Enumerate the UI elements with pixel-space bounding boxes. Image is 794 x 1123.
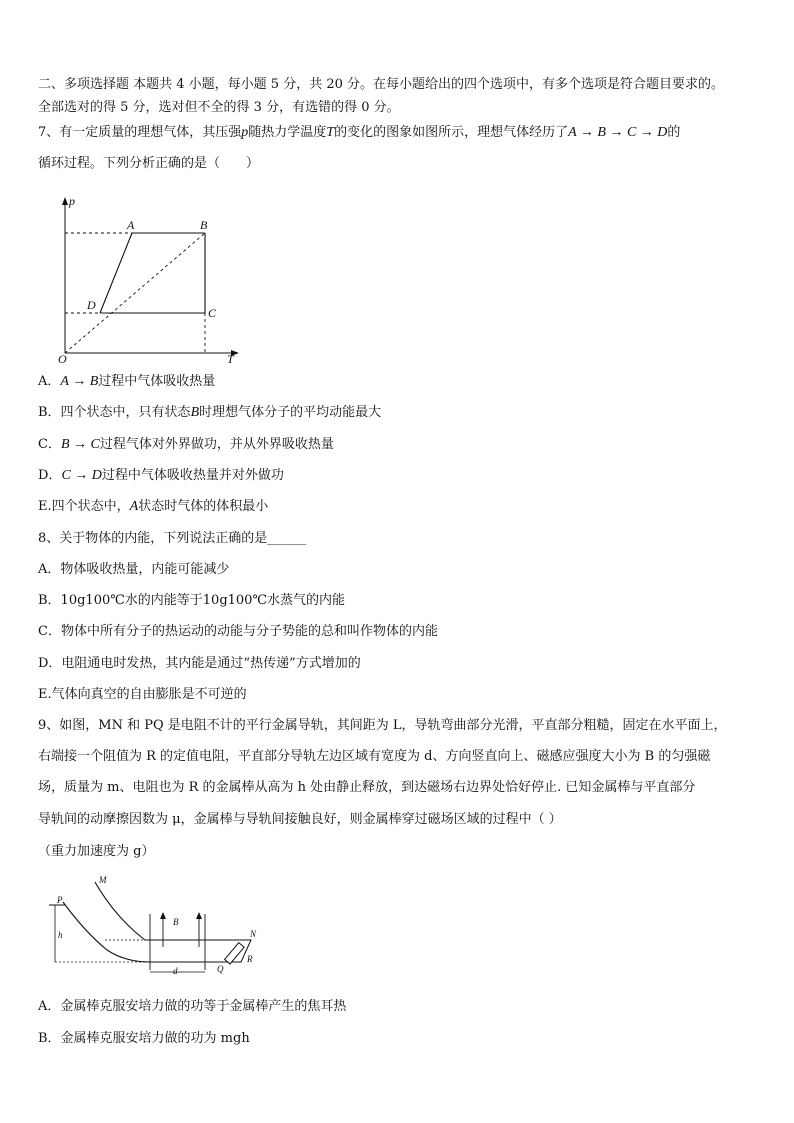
q9-stem-line-4: 导轨间的动摩擦因数为 μ，金属棒与导轨间接触良好，则金属棒穿过磁场区域的过程中（ ）	[38, 812, 562, 827]
dashed-line-origin-b	[65, 233, 205, 353]
q9-stem-line-3: 场，质量为 m、电阻也为 R 的金属棒从高为 h 处由静止释放，到达磁场右边界处恰好停止. 已知金属棒与平直部分	[38, 780, 696, 795]
field-arrow-1	[160, 912, 166, 919]
t-axis-label: T	[227, 352, 234, 366]
q8-option-d: D．电阻通电时发热，其内能是通过“热传递”方式增加的	[38, 656, 361, 671]
q9-option-a: A．金属棒克服安培力做的功等于金属棒产生的焦耳热	[38, 999, 347, 1014]
q8-option-a: A．物体吸收热量，内能可能减少	[38, 562, 230, 577]
q9-rail-figure	[45, 872, 265, 984]
q7-option-b-text: 时理想气体分子的平均动能最大	[199, 405, 382, 420]
q7-option-c-text: 过程气体对外界做功，并从外界吸收热量	[99, 437, 334, 452]
process-d-a	[100, 233, 132, 313]
q8-stem: 8、关于物体的内能，下列说法正确的是______	[38, 531, 307, 546]
q7-stem-part-a: 7、有一定质量的理想气体，其压强	[38, 125, 242, 140]
q8-option-c: C．物体中所有分子的热运动的动能与分子势能的总和叫作物体的内能	[38, 624, 438, 639]
q7-stem-part-b: 随热力学温度	[248, 125, 327, 140]
point-a-label: A	[127, 218, 135, 232]
q7-option-c-prefix: C．	[38, 437, 61, 452]
section-header-line-1: 二、多项选择题 本题共 4 小题，每小题 5 分，共 20 分。在每小题给出的四个选项中，有多个选项是符合题目要求的。	[38, 77, 725, 92]
q9-option-b: B．金属棒克服安培力做的功为 mgh	[38, 1031, 250, 1046]
label-b: B	[173, 917, 179, 927]
q7-option-a-math: A → B	[60, 374, 99, 389]
q7-option-d	[38, 467, 284, 485]
q7-option-e-math: A	[129, 499, 139, 514]
q7-option-e	[38, 498, 268, 516]
point-d-label: D	[87, 298, 96, 312]
q8-option-e: E.气体向真空的自由膨胀是不可逆的	[38, 687, 247, 702]
label-p: P	[57, 895, 63, 905]
q7-option-b-math: B	[190, 405, 200, 420]
p-axis-label: p	[69, 194, 75, 208]
section-header-line-2: 全部选对的得 5 分，选对但不全的得 3 分，有选错的得 0 分。	[38, 100, 400, 115]
q7-option-e-text: 状态时气体的体积最小	[138, 499, 269, 514]
rail-mn-curve	[95, 882, 251, 940]
q7-cycle: A → B → C → D	[568, 125, 668, 140]
label-n: N	[250, 929, 257, 939]
q7-option-e-prefix: E.四个状态中，	[38, 499, 130, 514]
label-d: d	[173, 966, 178, 976]
q7-option-d-math: C → D	[61, 468, 102, 483]
q9-stem-line-1: 9、如图，MN 和 PQ 是电阻不计的平行金属导轨，其间距为 L，导轨弯曲部分光滑，平直部分粗糙，固定在水平面上，	[38, 718, 727, 733]
q8-option-b: B．10g100℃水的内能等于10g100℃水蒸气的内能	[38, 593, 345, 608]
point-b-label: B	[200, 218, 208, 232]
q9-stem-line-2: 右端接一个阻值为 R 的定值电阻，平直部分导轨左边区域有宽度为 d、方向竖直向上、磁感应强度大小为 B 的匀强磁	[38, 749, 711, 764]
origin-label: O	[58, 352, 67, 366]
q7-stem	[38, 124, 680, 142]
q7-option-d-prefix: D．	[38, 468, 62, 483]
q7-option-c-math: B → C	[60, 437, 100, 452]
q7-option-b	[38, 404, 381, 422]
q7-stem-part-c: 的变化的图象如图所示，理想气体经历了	[334, 125, 569, 140]
q7-option-c	[38, 436, 334, 454]
field-arrow-2	[196, 912, 202, 919]
q7-option-a	[38, 373, 215, 391]
p-axis-arrow	[62, 197, 68, 205]
q9-stem-line-5: （重力加速度为 g）	[38, 844, 155, 859]
q7-pt-figure	[50, 185, 250, 365]
q7-stem-part-d: 的	[667, 125, 681, 140]
label-m: M	[99, 875, 107, 885]
q7-option-d-text: 过程中气体吸收热量并对外做功	[101, 468, 284, 483]
q7-symbol-t: T	[326, 125, 335, 140]
label-h: h	[58, 930, 63, 940]
label-q: Q	[217, 964, 224, 974]
q7-stem-line-2: 循环过程。下列分析正确的是（ ）	[38, 156, 260, 171]
point-c-label: C	[208, 306, 217, 320]
q7-option-a-prefix: A．	[38, 374, 61, 389]
q7-option-b-prefix: B．四个状态中，只有状态	[38, 405, 191, 420]
q7-option-a-text: 过程中气体吸收热量	[98, 374, 216, 389]
q7-symbol-p: p	[241, 125, 249, 140]
rail-pq-curve	[63, 902, 150, 962]
label-r: R	[247, 954, 253, 964]
